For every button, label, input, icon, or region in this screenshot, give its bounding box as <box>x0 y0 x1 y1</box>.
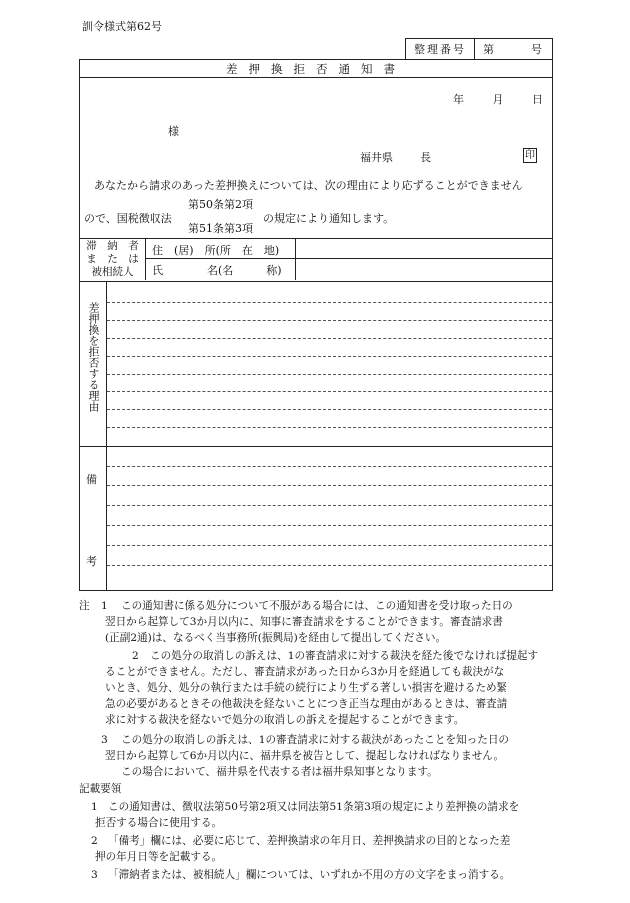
note-2-line-1: この処分の取消しの訴えは、1の審査請求に対する裁決を経た後でなければ提起す <box>150 650 539 662</box>
name-label: 氏 名(名 称) <box>146 259 296 280</box>
reason-label-column <box>80 282 107 446</box>
seal-mark: 印 <box>525 150 535 161</box>
issuer-pref: 福井県 <box>360 151 393 164</box>
note-3-num: 3 <box>101 734 108 746</box>
note-1-line-1: この通知書に係る処分について不服がある場合には、この通知書を受け取った日の <box>121 600 513 612</box>
law-option-51: 第51条第3項 <box>188 222 253 235</box>
kisai-2-line-1: 「備考」欄には、必要に応じて、差押換請求の年月日、差押換請求の目的となった差 <box>108 835 511 847</box>
body-line-1: あなたから請求のあった差押換えについては、次の理由により応ずることができません <box>94 179 523 192</box>
taxpayer-label-line-3: 被相続人 <box>91 266 134 278</box>
note-2-line-2: ることができません。ただし、審査請求があった日から3か月を経過しても裁決がな <box>105 666 505 678</box>
kisai-3-num: 3 <box>91 869 98 881</box>
notice-body <box>79 78 553 239</box>
taxpayer-section <box>79 239 553 282</box>
issuer-head: 長 <box>420 151 431 164</box>
note-2-num: 2 <box>132 650 139 662</box>
body-line-2-pre: ので、国税徴収法 <box>84 212 172 225</box>
kisai-1-line-2: 拒否する場合に使用する。 <box>95 817 223 829</box>
date-month: 月 <box>492 93 504 106</box>
law-option-50: 第50条第2項 <box>188 198 253 211</box>
note-1-line-3: (正副2通)は、なるべく当事務所(振興局)を経由して提出してください。 <box>105 632 447 644</box>
address-label: 住 (居) 所(所 在 地) <box>146 239 296 259</box>
seiri-number-field <box>475 39 552 59</box>
notes-head: 注 <box>79 600 90 612</box>
seiri-dai: 第 <box>483 43 494 56</box>
note-1-num: 1 <box>101 600 108 612</box>
remarks-section <box>79 447 553 591</box>
seiri-label: 整理番号 <box>406 39 475 59</box>
taxpayer-label-line-2: ま た は <box>86 253 139 265</box>
kisai-2-line-2: 押の年月日等を記載する。 <box>95 851 223 863</box>
date-year: 年 <box>453 93 464 106</box>
note-3-line-1: この処分の取消しの訴えは、1の審査請求に対する裁決があったことを知った日の <box>121 734 510 746</box>
remarks-label-bottom: 考 <box>86 555 97 568</box>
date-day: 日 <box>532 93 543 106</box>
note-3-line-2: 翌日から起算して6か月以内に、福井県を被告として、提起しなければなりません。 <box>105 750 505 762</box>
remarks-label-column <box>80 447 107 590</box>
note-1-line-2: 翌日から起算して3か月以内に、知事に審査請求をすることができます。審査請求書 <box>105 616 503 628</box>
form-number: 訓令様式第62号 <box>82 20 162 33</box>
seiri-go: 号 <box>531 43 542 56</box>
taxpayer-label <box>80 239 146 280</box>
remarks-label-top: 備 <box>86 473 97 486</box>
note-2-line-3: いとき、処分、処分の執行または手続の続行により生ずる著しい損害を避けるため緊 <box>105 682 508 694</box>
note-2-line-5: 求に対する裁決を経ないで処分の取消しの訴えを提起することができます。 <box>105 714 465 726</box>
taxpayer-label-line-1: 滞 納 者 <box>86 240 139 252</box>
note-3-line-3: この場合において、福井県を代表する者は福井県知事となります。 <box>121 766 438 778</box>
date-line <box>453 91 543 107</box>
seiri-number-box <box>405 38 553 59</box>
reason-section <box>79 282 553 447</box>
kisai-1-num: 1 <box>91 801 98 813</box>
kisai-1-line-1: この通知書は、徴収法第50号第2項又は同法第51条第3項の規定により差押換の請求を <box>108 801 520 813</box>
addressee-suffix: 様 <box>168 125 179 138</box>
note-2-line-4: 急の必要があるときその他裁決を経ないことにつき正当な理由があるときは、審査請 <box>105 698 508 710</box>
body-line-2-post: の規定により通知します。 <box>263 212 395 225</box>
document-title: 差押換拒否通知書 <box>79 59 553 78</box>
address-field <box>296 239 552 259</box>
reason-label: 差押換を拒否する理由 <box>87 302 100 412</box>
kisai-head: 記載要領 <box>79 783 122 795</box>
kisai-3-line-1: 「滞納者または、被相続人」欄については、いずれか不用の方の文字をまっ消する。 <box>108 869 511 881</box>
kisai-2-num: 2 <box>91 835 98 847</box>
